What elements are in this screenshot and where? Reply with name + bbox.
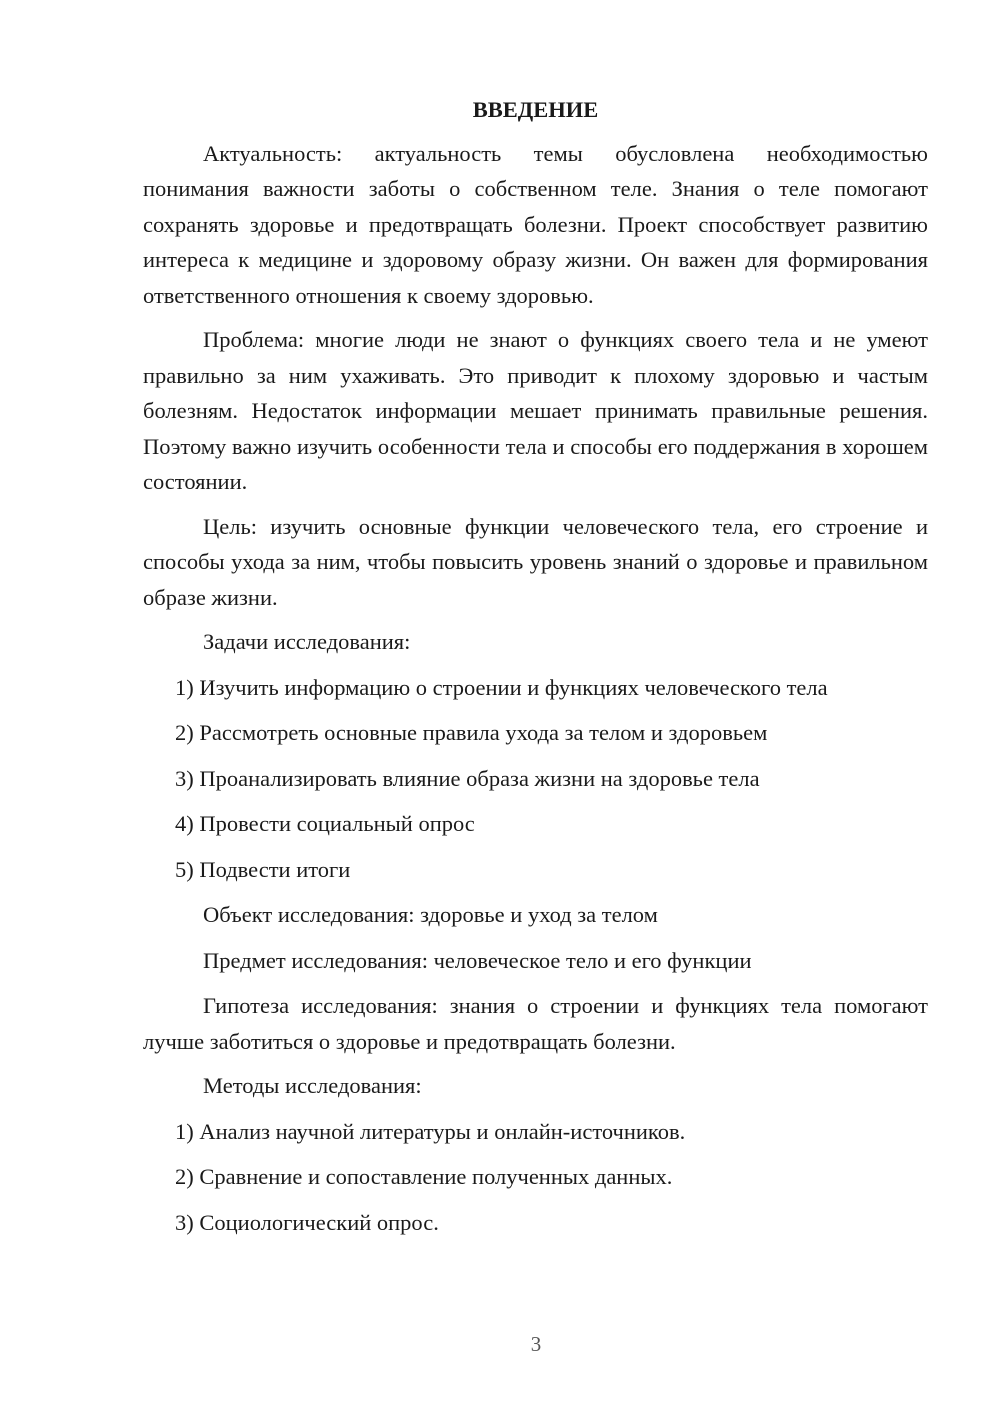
task-item: 4) Провести социальный опрос [175,811,475,836]
task-item: 5) Подвести итоги [175,856,351,882]
method-item: 1) Анализ научной литературы и онлайн-источников. [175,1118,686,1144]
document-page [143,92,928,1250]
methods-heading: Методы исследования: [203,1073,422,1098]
research-object: Объект исследования: здоровье и уход за телом [203,902,658,927]
task-item: 1) Изучить информацию о строении и функциях человеческого тела [175,674,828,700]
goal-paragraph: Цель: изучить основные функции человеческого тела, его строение и способы ухода за ним, чтобы повысить уровень знаний о здоровье и правильном образе жизни. [143,513,928,610]
problem-paragraph: Проблема: многие люди не знают о функциях своего тела и не умеют правильно за ним ухаживать. Это приводит к плохому здоровью и частым болезням. Недостаток информации мешает принимать правильные решения. Поэтому важно изучить особенности тела и способы его поддержания в хорошем состоянии. [143,327,928,494]
section-title: ВВЕДЕНИЕ [472,97,599,122]
hypothesis-paragraph: Гипотеза исследования: знания о строении и функциях тела помогают лучше заботиться о здоровье и предотвращать болезни. [143,993,928,1054]
page-number: 3 [530,1332,542,1356]
task-item: 2) Рассмотреть основные правила ухода за телом и здоровьем [175,720,768,745]
method-item: 3) Социологический опрос. [175,1209,439,1235]
task-item: 3) Проанализировать влияние образа жизни на здоровье тела [175,765,760,791]
tasks-heading: Задачи исследования: [203,629,411,654]
relevance-paragraph: Актуальность: актуальность темы обусловлена необходимостью понимания важности заботы о собственном теле. Знания о теле помогают сохранять здоровье и предотвращать болезни. Проект способствует развитию интереса к медицине и здоровому образу жизни. Он важен для формирования ответственного отношения к своему здоровью. [143,140,928,308]
method-item: 2) Сравнение и сопоставление полученных данных. [175,1164,673,1189]
research-subject: Предмет исследования: человеческое тело и его функции [203,947,752,973]
